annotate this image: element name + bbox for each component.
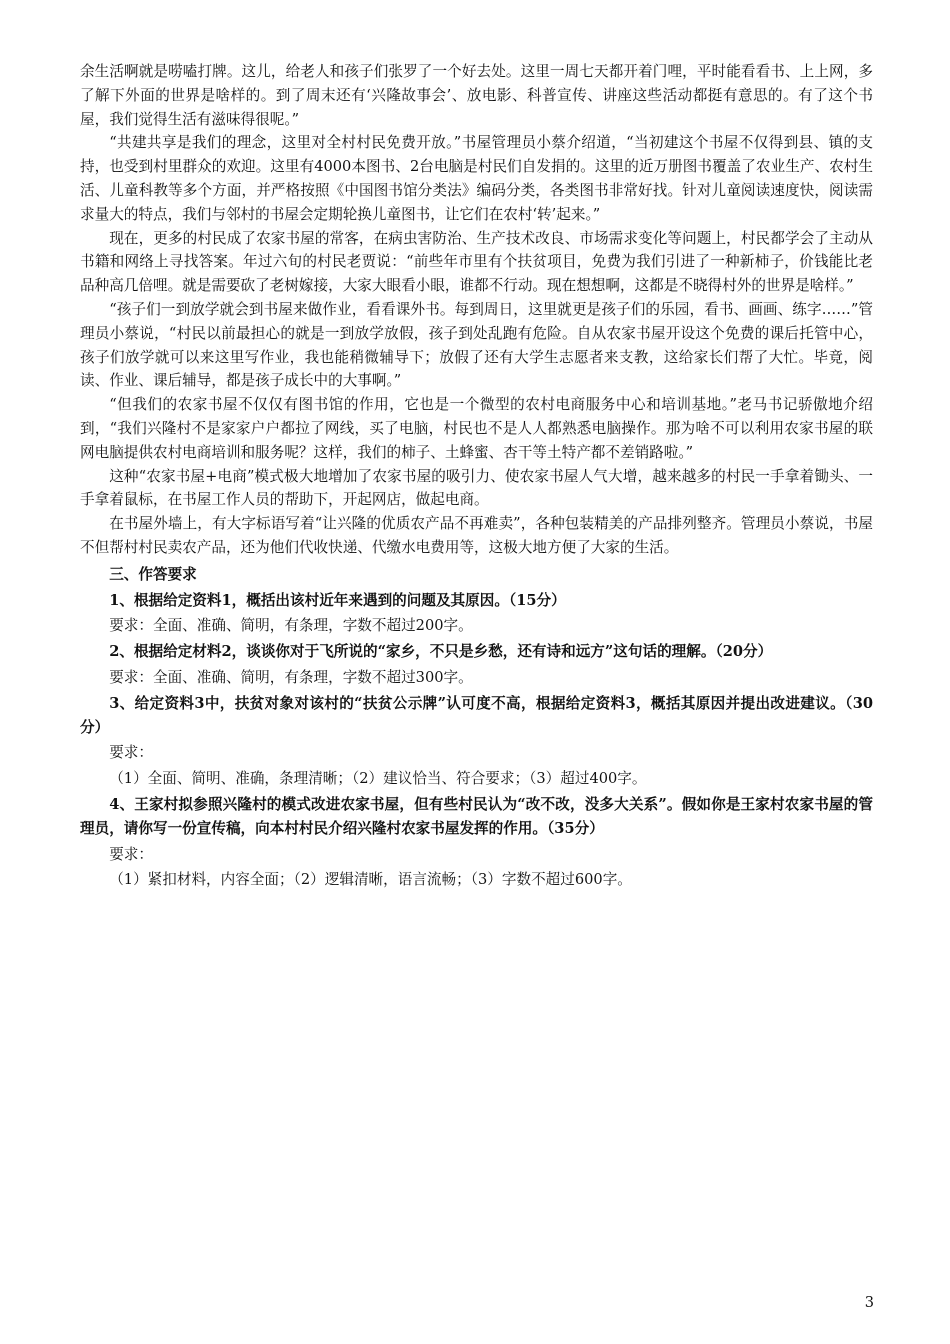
question-3-requirement-detail: （1）全面、简明、准确，条理清晰；（2）建议恰当、符合要求；（3）超过400字。 (109, 770, 647, 788)
question-3-prompt: 3、给定资料3中，扶贫对象对该村的“扶贫公示牌”认可度不高，根据给定资料3，概括其原因并提出改进建议。（30分） (80, 694, 873, 736)
page-number: 3 (864, 1294, 874, 1311)
body-paragraph: 余生活啊就是唠嗑打牌。这儿，给老人和孩子们张罗了一个好去处。这里一周七天都开着门哩，平时能看看书、上上网，多了解下外面的世界是啥样的。到了周末还有‘兴隆故事会’、放电影、科普宣传、讲座这些活动都挺有意思的。有了这个书屋，我们觉得生活有滋味得很呢。” (80, 63, 873, 128)
body-paragraph: “共建共享是我们的理念，这里对全村村民免费开放。”书屋管理员小蔡介绍道，“当初建这个书屋不仅得到县、镇的支持，也受到村里群众的欢迎。这里有4000本图书、2台电脑是村民们自发捐的。这里的近万册图书覆盖了农业生产、农村生活、儿童科教等多个方面，并严格按照《中国图书馆分类法》编码分类，各类图书非常好找。针对儿童阅读速度快，阅读需求量大的特点，我们与邻村的书屋会定期轮换儿童图书，让它们在农村‘转’起来。” (80, 134, 873, 223)
section-heading: 三、作答要求 (109, 565, 197, 583)
question-2-requirement: 要求：全面、准确、简明，有条理，字数不超过300字。 (109, 668, 473, 686)
question-1-prompt: 1、根据给定资料1，概括出该村近年来遇到的问题及其原因。（15分） (109, 591, 566, 609)
question-4-requirement-detail: （1）紧扣材料，内容全面；（2）逻辑清晰，语言流畅；（3）字数不超过600字。 (109, 871, 632, 889)
body-paragraph: 在书屋外墙上，有大字标语写着“让兴隆的优质农产品不再难卖”，各种包装精美的产品排列整齐。管理员小蔡说，书屋不但帮村村民卖农产品，还为他们代收快递、代缴水电费用等，这极大地方便了大家的生活。 (80, 515, 873, 556)
body-paragraph: “但我们的农家书屋不仅仅有图书馆的作用，它也是一个微型的农村电商服务中心和培训基地。”老马书记骄傲地介绍到，“我们兴隆村不是家家户户都拉了网线，买了电脑，村民也不是人人都熟悉电脑操作。那为啥不可以利用农家书屋的联网电脑提供农村电商培训和服务呢？这样，我们的柿子、土蜂蜜、杏干等土特产都不差销路啦。” (80, 396, 873, 461)
body-paragraph: 这种“农家书屋+电商”模式极大地增加了农家书屋的吸引力、使农家书屋人气大增，越来越多的村民一手拿着锄头、一手拿着鼠标，在书屋工作人员的帮助下，开起网店，做起电商。 (80, 467, 873, 509)
question-4-prompt: 4、王家村拟参照兴隆村的模式改进农家书屋，但有些村民认为“改不改，没多大关系”。假如你是王家村农家书屋的管理员，请你写一份宣传稿，向本村村民介绍兴隆村农家书屋发挥的作用。（35分） (80, 795, 873, 837)
question-2-prompt: 2、根据给定材料2，谈谈你对于飞所说的“家乡，不只是乡愁，还有诗和远方”这句话的理解。（20分） (109, 643, 773, 661)
body-paragraph: 现在，更多的村民成了农家书屋的常客，在病虫害防治、生产技术改良、市场需求变化等问题上，村民都学会了主动从书籍和网络上寻找答案。年过六旬的村民老贾说：“前些年市里有个扶贫项目，免费为我们引进了一种新柿子，价钱能比老品种高几倍哩。就是需要砍了老树嫁接，大家大眼看小眼，谁都不行动。现在想想啊，这都是不晓得村外的世界是啥样。” (80, 229, 873, 295)
body-paragraph: “孩子们一到放学就会到书屋来做作业，看看课外书。每到周日，这里就更是孩子们的乐园，看书、画画、练字……”管理员小蔡说，“村民以前最担心的就是一到放学放假，孩子到处乱跑有危险。自从农家书屋开设这个免费的课后托管中心，孩子们放学就可以来这里写作业，我也能稍微辅导下；放假了还有大学生志愿者来支教，这给家长们帮了大忙。毕竟，阅读、作业、课后辅导，都是孩子成长中的大事啊。” (80, 300, 873, 390)
question-3-requirement-label: 要求： (109, 744, 153, 762)
question-1-requirement: 要求：全面、准确、简明，有条理，字数不超过200字。 (109, 617, 473, 635)
document-page (80, 60, 873, 892)
question-4-requirement-label: 要求： (109, 845, 153, 863)
